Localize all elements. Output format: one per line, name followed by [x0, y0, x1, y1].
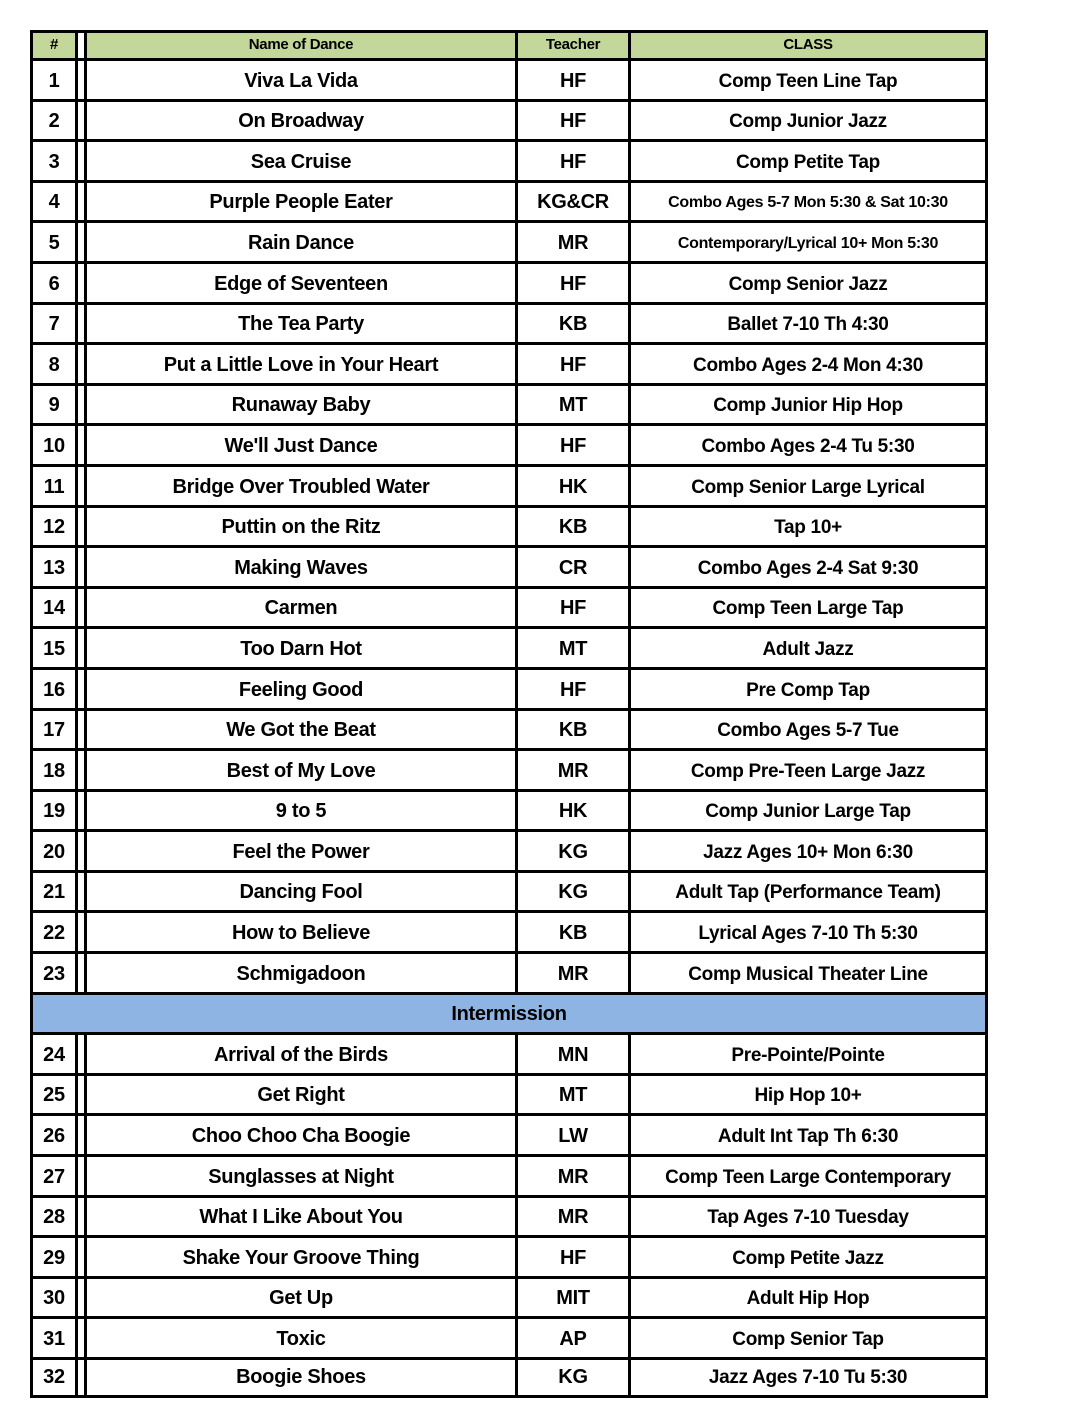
- row-number-cell: 5: [30, 220, 78, 261]
- row-number-cell: 10: [30, 423, 78, 464]
- header-number: #: [30, 30, 78, 58]
- dance-name-cell: Edge of Seventeen: [84, 261, 515, 302]
- class-cell: Comp Senior Tap: [628, 1316, 988, 1357]
- class-cell: Tap Ages 7-10 Tuesday: [628, 1195, 988, 1236]
- table-row: [30, 464, 988, 505]
- class-cell: Adult Int Tap Th 6:30: [628, 1113, 988, 1154]
- class-cell: Pre-Pointe/Pointe: [628, 1032, 988, 1073]
- row-number-cell: 8: [30, 342, 78, 383]
- dance-name-cell: Carmen: [84, 586, 515, 627]
- dance-name-cell: We Got the Beat: [84, 708, 515, 749]
- table-body: [30, 58, 988, 1398]
- table-row: [30, 667, 988, 708]
- row-number-cell: 31: [30, 1316, 78, 1357]
- teacher-cell: KB: [515, 910, 628, 951]
- dance-name-cell: Schmigadoon: [84, 951, 515, 992]
- row-number-cell: 11: [30, 464, 78, 505]
- table-row: [30, 870, 988, 911]
- teacher-cell: KG: [515, 870, 628, 911]
- dance-name-cell: Feeling Good: [84, 667, 515, 708]
- table-row: [30, 1357, 988, 1398]
- header-class: CLASS: [628, 30, 988, 58]
- row-number-cell: 9: [30, 383, 78, 424]
- row-number-cell: 22: [30, 910, 78, 951]
- class-cell: Adult Tap (Performance Team): [628, 870, 988, 911]
- teacher-cell: HK: [515, 464, 628, 505]
- teacher-cell: HF: [515, 342, 628, 383]
- intermission-row: [30, 992, 988, 1033]
- dance-name-cell: Bridge Over Troubled Water: [84, 464, 515, 505]
- row-number-cell: 26: [30, 1113, 78, 1154]
- dance-name-cell: Sunglasses at Night: [84, 1154, 515, 1195]
- table-row: [30, 1235, 988, 1276]
- row-number-cell: 19: [30, 789, 78, 830]
- table-row: [30, 748, 988, 789]
- dance-name-cell: 9 to 5: [84, 789, 515, 830]
- row-number-cell: 18: [30, 748, 78, 789]
- teacher-cell: CR: [515, 545, 628, 586]
- dance-name-cell: Viva La Vida: [84, 58, 515, 99]
- teacher-cell: KB: [515, 708, 628, 749]
- dance-name-cell: Puttin on the Ritz: [84, 505, 515, 546]
- class-cell: Comp Pre-Teen Large Jazz: [628, 748, 988, 789]
- dance-program-table: [30, 30, 988, 1398]
- teacher-cell: HF: [515, 423, 628, 464]
- row-number-cell: 3: [30, 139, 78, 180]
- table-row: [30, 1154, 988, 1195]
- dance-name-cell: How to Believe: [84, 910, 515, 951]
- dance-name-cell: Purple People Eater: [84, 180, 515, 221]
- row-number-cell: 29: [30, 1235, 78, 1276]
- dance-name-cell: Choo Choo Cha Boogie: [84, 1113, 515, 1154]
- teacher-cell: MT: [515, 626, 628, 667]
- teacher-cell: HF: [515, 1235, 628, 1276]
- class-cell: Comp Petite Jazz: [628, 1235, 988, 1276]
- teacher-cell: KG: [515, 829, 628, 870]
- dance-name-cell: Dancing Fool: [84, 870, 515, 911]
- teacher-cell: MR: [515, 748, 628, 789]
- table-row: [30, 586, 988, 627]
- intermission-label: Intermission: [30, 992, 988, 1033]
- table-row: [30, 261, 988, 302]
- teacher-cell: MR: [515, 1195, 628, 1236]
- table-row: [30, 708, 988, 749]
- row-number-cell: 20: [30, 829, 78, 870]
- class-cell: Combo Ages 5-7 Mon 5:30 & Sat 10:30: [628, 180, 988, 221]
- header-name-of-dance: Name of Dance: [84, 30, 515, 58]
- class-cell: Comp Junior Hip Hop: [628, 383, 988, 424]
- table-row: [30, 383, 988, 424]
- dance-name-cell: The Tea Party: [84, 302, 515, 343]
- teacher-cell: MT: [515, 1073, 628, 1114]
- class-cell: Adult Hip Hop: [628, 1276, 988, 1317]
- dance-name-cell: Rain Dance: [84, 220, 515, 261]
- table-row: [30, 1316, 988, 1357]
- class-cell: Tap 10+: [628, 505, 988, 546]
- row-number-cell: 15: [30, 626, 78, 667]
- class-cell: Comp Junior Large Tap: [628, 789, 988, 830]
- class-cell: Combo Ages 5-7 Tue: [628, 708, 988, 749]
- dance-name-cell: On Broadway: [84, 99, 515, 140]
- table-row: [30, 139, 988, 180]
- class-cell: Comp Teen Large Tap: [628, 586, 988, 627]
- row-number-cell: 21: [30, 870, 78, 911]
- dance-name-cell: Toxic: [84, 1316, 515, 1357]
- table-row: [30, 58, 988, 99]
- dance-name-cell: What I Like About You: [84, 1195, 515, 1236]
- row-number-cell: 2: [30, 99, 78, 140]
- table-row: [30, 180, 988, 221]
- dance-name-cell: Get Up: [84, 1276, 515, 1317]
- class-cell: Jazz Ages 7-10 Tu 5:30: [628, 1357, 988, 1398]
- dance-name-cell: Arrival of the Birds: [84, 1032, 515, 1073]
- dance-name-cell: Sea Cruise: [84, 139, 515, 180]
- row-number-cell: 4: [30, 180, 78, 221]
- teacher-cell: KG: [515, 1357, 628, 1398]
- table-row: [30, 1073, 988, 1114]
- teacher-cell: HF: [515, 586, 628, 627]
- dance-name-cell: Runaway Baby: [84, 383, 515, 424]
- row-number-cell: 28: [30, 1195, 78, 1236]
- class-cell: Lyrical Ages 7-10 Th 5:30: [628, 910, 988, 951]
- table-row: [30, 342, 988, 383]
- table-row: [30, 302, 988, 343]
- class-cell: Adult Jazz: [628, 626, 988, 667]
- table-row: [30, 423, 988, 464]
- table-row: [30, 505, 988, 546]
- class-cell: Hip Hop 10+: [628, 1073, 988, 1114]
- teacher-cell: KG&CR: [515, 180, 628, 221]
- teacher-cell: MIT: [515, 1276, 628, 1317]
- dance-name-cell: Feel the Power: [84, 829, 515, 870]
- teacher-cell: MR: [515, 220, 628, 261]
- dance-name-cell: Get Right: [84, 1073, 515, 1114]
- dance-name-cell: Shake Your Groove Thing: [84, 1235, 515, 1276]
- table-row: [30, 1032, 988, 1073]
- row-number-cell: 27: [30, 1154, 78, 1195]
- row-number-cell: 6: [30, 261, 78, 302]
- class-cell: Comp Junior Jazz: [628, 99, 988, 140]
- row-number-cell: 16: [30, 667, 78, 708]
- teacher-cell: HF: [515, 667, 628, 708]
- teacher-cell: MN: [515, 1032, 628, 1073]
- row-number-cell: 24: [30, 1032, 78, 1073]
- dance-name-cell: Boogie Shoes: [84, 1357, 515, 1398]
- row-number-cell: 23: [30, 951, 78, 992]
- table-row: [30, 545, 988, 586]
- table-row: [30, 1113, 988, 1154]
- header-teacher: Teacher: [515, 30, 628, 58]
- teacher-cell: AP: [515, 1316, 628, 1357]
- teacher-cell: HF: [515, 261, 628, 302]
- row-number-cell: 32: [30, 1357, 78, 1398]
- table-header-row: [30, 30, 988, 58]
- teacher-cell: MT: [515, 383, 628, 424]
- table-row: [30, 829, 988, 870]
- table-row: [30, 789, 988, 830]
- dance-name-cell: Put a Little Love in Your Heart: [84, 342, 515, 383]
- dance-name-cell: Making Waves: [84, 545, 515, 586]
- teacher-cell: KB: [515, 505, 628, 546]
- table-row: [30, 910, 988, 951]
- row-number-cell: 13: [30, 545, 78, 586]
- row-number-cell: 17: [30, 708, 78, 749]
- class-cell: Combo Ages 2-4 Tu 5:30: [628, 423, 988, 464]
- table-row: [30, 220, 988, 261]
- row-number-cell: 25: [30, 1073, 78, 1114]
- class-cell: Comp Teen Line Tap: [628, 58, 988, 99]
- teacher-cell: HF: [515, 58, 628, 99]
- teacher-cell: MR: [515, 951, 628, 992]
- class-cell: Comp Petite Tap: [628, 139, 988, 180]
- teacher-cell: HF: [515, 139, 628, 180]
- class-cell: Ballet 7-10 Th 4:30: [628, 302, 988, 343]
- row-number-cell: 12: [30, 505, 78, 546]
- table-row: [30, 1276, 988, 1317]
- teacher-cell: KB: [515, 302, 628, 343]
- teacher-cell: HF: [515, 99, 628, 140]
- dance-name-cell: Too Darn Hot: [84, 626, 515, 667]
- class-cell: Comp Musical Theater Line: [628, 951, 988, 992]
- table-row: [30, 99, 988, 140]
- class-cell: Pre Comp Tap: [628, 667, 988, 708]
- class-cell: Contemporary/Lyrical 10+ Mon 5:30: [628, 220, 988, 261]
- row-number-cell: 7: [30, 302, 78, 343]
- table-row: [30, 951, 988, 992]
- row-number-cell: 30: [30, 1276, 78, 1317]
- class-cell: Combo Ages 2-4 Mon 4:30: [628, 342, 988, 383]
- class-cell: Jazz Ages 10+ Mon 6:30: [628, 829, 988, 870]
- row-number-cell: 14: [30, 586, 78, 627]
- class-cell: Comp Teen Large Contemporary: [628, 1154, 988, 1195]
- teacher-cell: HK: [515, 789, 628, 830]
- dance-name-cell: Best of My Love: [84, 748, 515, 789]
- class-cell: Comp Senior Large Lyrical: [628, 464, 988, 505]
- teacher-cell: LW: [515, 1113, 628, 1154]
- class-cell: Combo Ages 2-4 Sat 9:30: [628, 545, 988, 586]
- table-row: [30, 626, 988, 667]
- teacher-cell: MR: [515, 1154, 628, 1195]
- dance-name-cell: We'll Just Dance: [84, 423, 515, 464]
- table-row: [30, 1195, 988, 1236]
- row-number-cell: 1: [30, 58, 78, 99]
- class-cell: Comp Senior Jazz: [628, 261, 988, 302]
